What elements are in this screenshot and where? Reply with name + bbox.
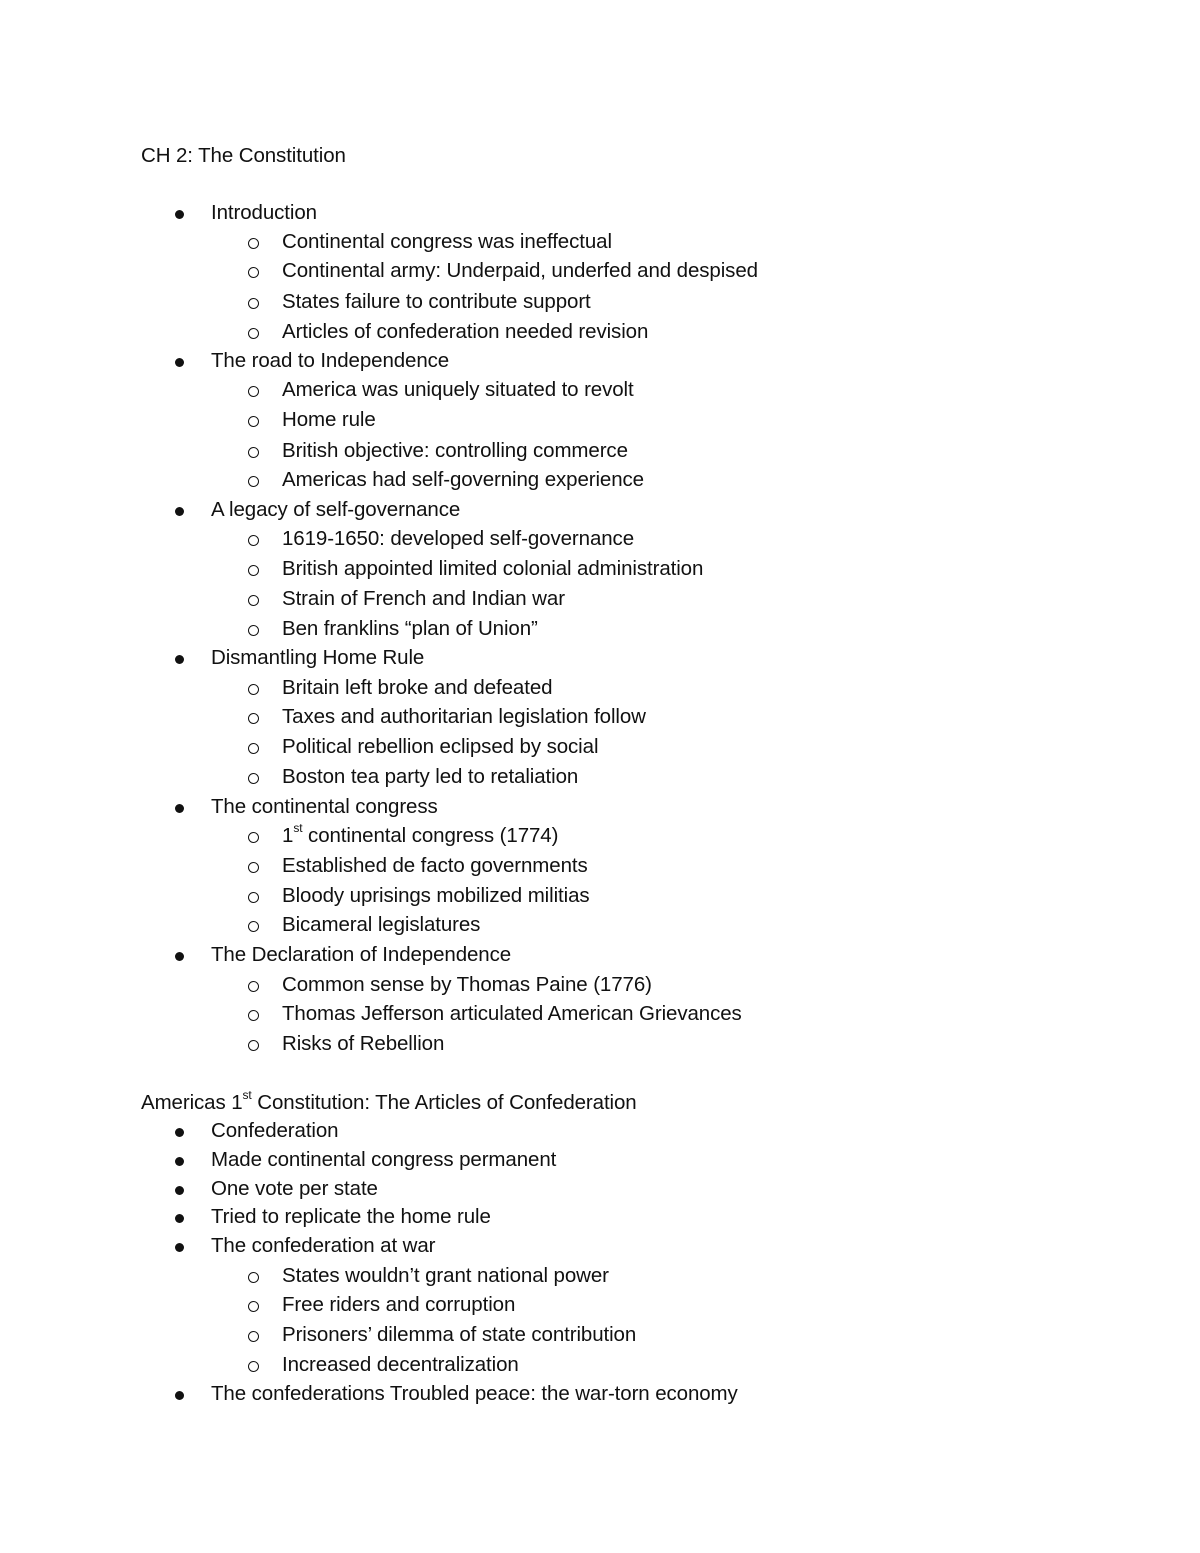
bullet-circle-icon [248, 921, 259, 932]
outline-item: The confederations Troubled peace: the war-torn economy [211, 1382, 738, 1405]
bullet-circle-icon [248, 447, 259, 458]
bullet-circle-icon [248, 565, 259, 576]
bullet-circle-icon [248, 1010, 259, 1021]
outline-subitem: States failure to contribute support [282, 290, 591, 313]
outline-subitem: Home rule [282, 408, 376, 431]
outline-item: Tried to replicate the home rule [211, 1205, 491, 1228]
outline-subitem: Americas had self-governing experience [282, 468, 644, 491]
bullet-circle-icon [248, 595, 259, 606]
outline-item: Dismantling Home Rule [211, 646, 425, 669]
outline-item: A legacy of self-governance [211, 498, 461, 521]
bullet-circle-icon [248, 743, 259, 754]
section-title: Americas 1st Constitution: The Articles of Confederation [141, 1088, 637, 1114]
bullet-circle-icon [248, 713, 259, 724]
outline-subitem: Continental army: Underpaid, underfed and despised [282, 259, 758, 282]
bullet-dot-icon [175, 804, 184, 813]
bullet-dot-icon [175, 655, 184, 664]
outline-subitem: Ben franklins “plan of Union” [282, 617, 538, 640]
outline-subitem: Strain of French and Indian war [282, 587, 565, 610]
bullet-circle-icon [248, 328, 259, 339]
bullet-circle-icon [248, 267, 259, 278]
outline-item: The Declaration of Independence [211, 943, 512, 966]
outline-subitem: Prisoners’ dilemma of state contribution [282, 1323, 637, 1346]
bullet-dot-icon [175, 507, 184, 516]
bullet-circle-icon [248, 298, 259, 309]
bullet-circle-icon [248, 476, 259, 487]
outline-subitem: States wouldn’t grant national power [282, 1264, 609, 1287]
bullet-circle-icon [248, 1331, 259, 1342]
bullet-circle-icon [248, 386, 259, 397]
outline-subitem: Thomas Jefferson articulated American Grievances [282, 1002, 742, 1025]
outline-subitem: Boston tea party led to retaliation [282, 765, 579, 788]
outline-item: Introduction [211, 201, 317, 224]
bullet-dot-icon [175, 1128, 184, 1137]
bullet-circle-icon [248, 1301, 259, 1312]
outline-subitem: 1619-1650: developed self-governance [282, 527, 634, 550]
bullet-circle-icon [248, 238, 259, 249]
bullet-circle-icon [248, 981, 259, 992]
bullet-dot-icon [175, 1214, 184, 1223]
bullet-circle-icon [248, 416, 259, 427]
outline-subitem: British objective: controlling commerce [282, 439, 628, 462]
bullet-dot-icon [175, 952, 184, 961]
outline-subitem: Risks of Rebellion [282, 1032, 445, 1055]
bullet-circle-icon [248, 1272, 259, 1283]
bullet-dot-icon [175, 1243, 184, 1252]
bullet-dot-icon [175, 210, 184, 219]
bullet-circle-icon [248, 625, 259, 636]
outline-item: The road to Independence [211, 349, 450, 372]
outline-subitem: Britain left broke and defeated [282, 676, 553, 699]
bullet-circle-icon [248, 832, 259, 843]
outline-subitem: Continental congress was ineffectual [282, 230, 612, 253]
outline-subitem: Taxes and authoritarian legislation follow [282, 705, 646, 728]
bullet-dot-icon [175, 1391, 184, 1400]
bullet-circle-icon [248, 1040, 259, 1051]
bullet-circle-icon [248, 1361, 259, 1372]
outline-subitem: Bloody uprisings mobilized militias [282, 884, 590, 907]
outline-subitem: Free riders and corruption [282, 1293, 516, 1316]
bullet-dot-icon [175, 1186, 184, 1195]
outline-subitem: 1st continental congress (1774) [282, 821, 559, 847]
bullet-dot-icon [175, 1157, 184, 1166]
bullet-dot-icon [175, 358, 184, 367]
outline-item: Confederation [211, 1119, 339, 1142]
section-title: CH 2: The Constitution [141, 144, 346, 167]
bullet-circle-icon [248, 773, 259, 784]
outline-item: The continental congress [211, 795, 438, 818]
outline-item: Made continental congress permanent [211, 1148, 557, 1171]
outline-item: The confederation at war [211, 1234, 436, 1257]
outline-subitem: Common sense by Thomas Paine (1776) [282, 973, 652, 996]
bullet-circle-icon [248, 684, 259, 695]
outline-subitem: America was uniquely situated to revolt [282, 378, 634, 401]
outline-subitem: British appointed limited colonial administration [282, 557, 704, 580]
bullet-circle-icon [248, 862, 259, 873]
bullet-circle-icon [248, 535, 259, 546]
outline-subitem: Established de facto governments [282, 854, 588, 877]
outline-subitem: Articles of confederation needed revision [282, 320, 649, 343]
outline-subitem: Increased decentralization [282, 1353, 519, 1376]
outline-subitem: Bicameral legislatures [282, 913, 481, 936]
outline-subitem: Political rebellion eclipsed by social [282, 735, 599, 758]
outline-item: One vote per state [211, 1177, 378, 1200]
bullet-circle-icon [248, 892, 259, 903]
